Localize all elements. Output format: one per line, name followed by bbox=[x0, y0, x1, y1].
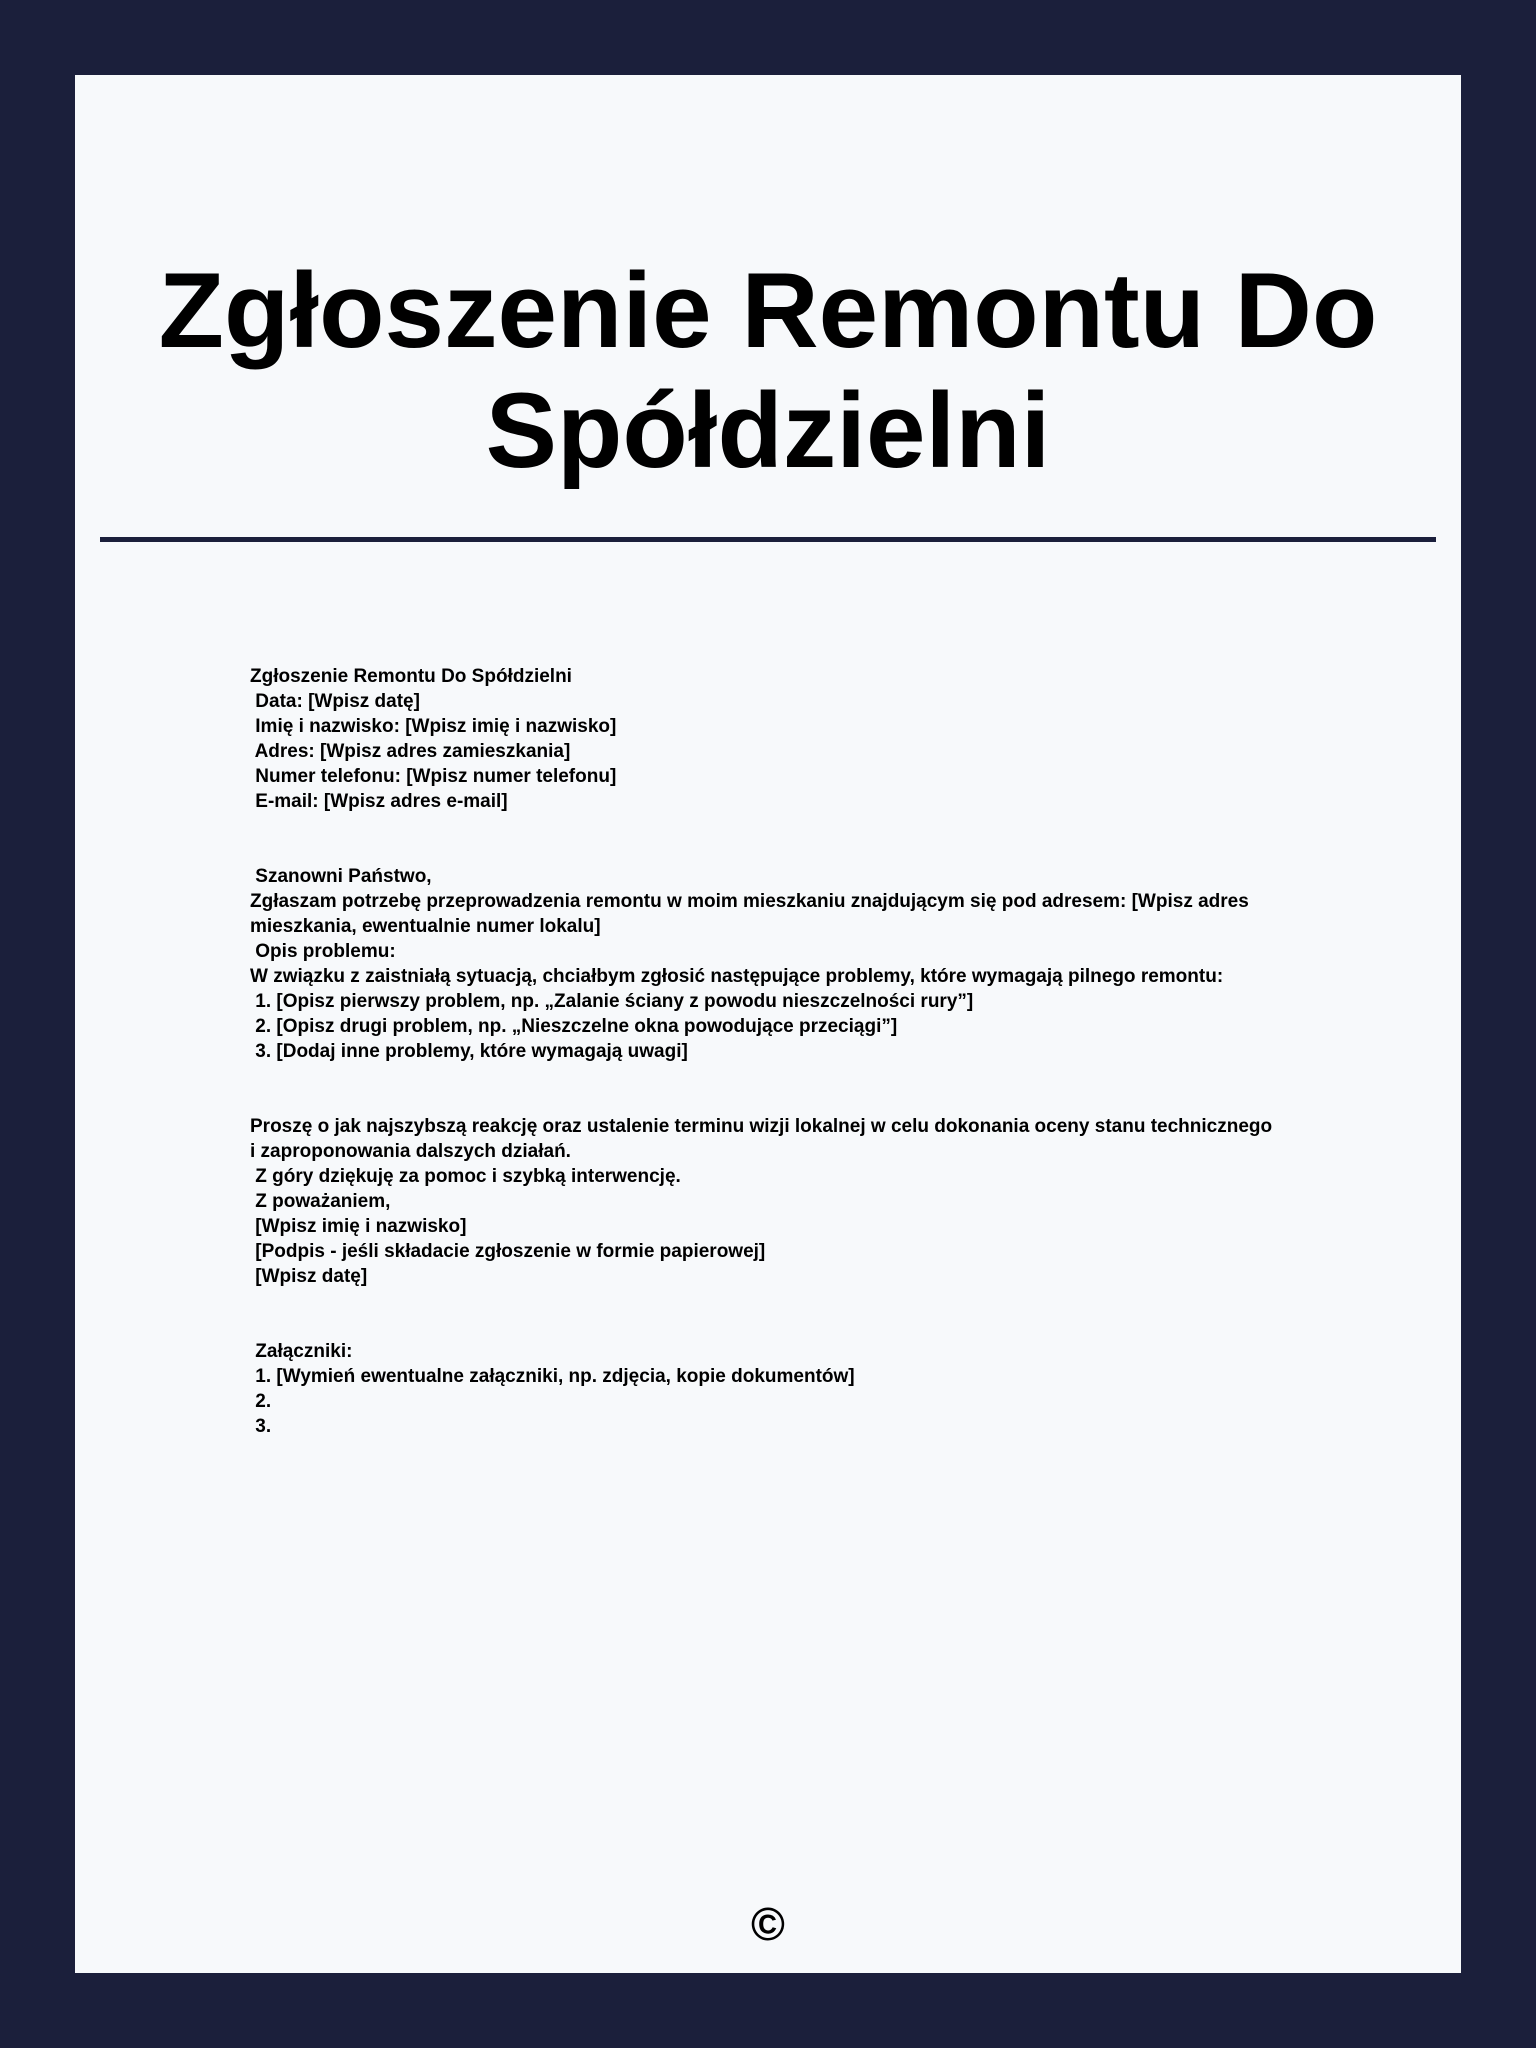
closing-section bbox=[250, 1114, 1280, 1289]
request-section bbox=[250, 864, 1280, 1064]
section-gap bbox=[250, 814, 1280, 864]
copyright-icon: © bbox=[751, 1898, 785, 1950]
problem-item: 3. [Dodaj inne problemy, które wymagają uwagi] bbox=[250, 1041, 688, 1062]
salutation: Szanowni Państwo, bbox=[250, 866, 432, 887]
header-line: Zgłoszenie Remontu Do Spółdzielni bbox=[250, 666, 572, 687]
header-line: Data: [Wpisz datę] bbox=[250, 691, 420, 712]
problem-item: 2. [Opisz drugi problem, np. „Nieszczelne okna powodujące przeciągi”] bbox=[250, 1016, 898, 1037]
header-line: Imię i nazwisko: [Wpisz imię i nazwisko] bbox=[250, 716, 617, 737]
header-line: Numer telefonu: [Wpisz numer telefonu] bbox=[250, 766, 617, 787]
signature-note: [Podpis - jeśli składacie zgłoszenie w formie papierowej] bbox=[250, 1241, 766, 1262]
attachment-item: 2. bbox=[250, 1391, 272, 1412]
closing-paragraph: Proszę o jak najszybszą reakcję oraz ustalenie terminu wizji lokalnej w celu dokonania oceny stanu technicznego i zaproponowania dalszych działań. bbox=[250, 1116, 1278, 1162]
title-divider bbox=[100, 537, 1436, 542]
signature-name: [Wpisz imię i nazwisko] bbox=[250, 1216, 467, 1237]
request-paragraph: Zgłaszam potrzebę przeprowadzenia remontu w moim mieszkaniu znajdującym się pod adresem: [Wpisz adres mieszkania, ewentualnie numer lokalu] bbox=[250, 891, 1255, 937]
document-title: Zgłoszenie Remontu Do Spółdzielni bbox=[158, 250, 1378, 490]
document-body bbox=[250, 664, 1280, 1439]
attachment-item: 3. bbox=[250, 1416, 272, 1437]
closing-line: Z góry dziękuję za pomoc i szybką interwencję. bbox=[250, 1166, 681, 1187]
header-line: E-mail: [Wpisz adres e-mail] bbox=[250, 791, 508, 812]
header-line: Adres: [Wpisz adres zamieszkania] bbox=[250, 741, 571, 762]
signature-date: [Wpisz datę] bbox=[250, 1266, 368, 1287]
problem-heading: Opis problemu: bbox=[250, 941, 396, 962]
attachments-section bbox=[250, 1339, 1280, 1439]
document-page bbox=[75, 75, 1461, 1973]
section-gap bbox=[250, 1064, 1280, 1114]
closing-line: Z poważaniem, bbox=[250, 1191, 391, 1212]
attachment-item: 1. [Wymień ewentualne załączniki, np. zdjęcia, kopie dokumentów] bbox=[250, 1366, 855, 1387]
attachments-heading: Załączniki: bbox=[250, 1341, 353, 1362]
section-gap bbox=[250, 1289, 1280, 1339]
header-section bbox=[250, 664, 1280, 814]
problem-item: 1. [Opisz pierwszy problem, np. „Zalanie ściany z powodu nieszczelności rury”] bbox=[250, 991, 974, 1012]
problem-intro: W związku z zaistniałą sytuacją, chciałbym zgłosić następujące problemy, które wymagają pilnego remontu: bbox=[250, 966, 1224, 987]
